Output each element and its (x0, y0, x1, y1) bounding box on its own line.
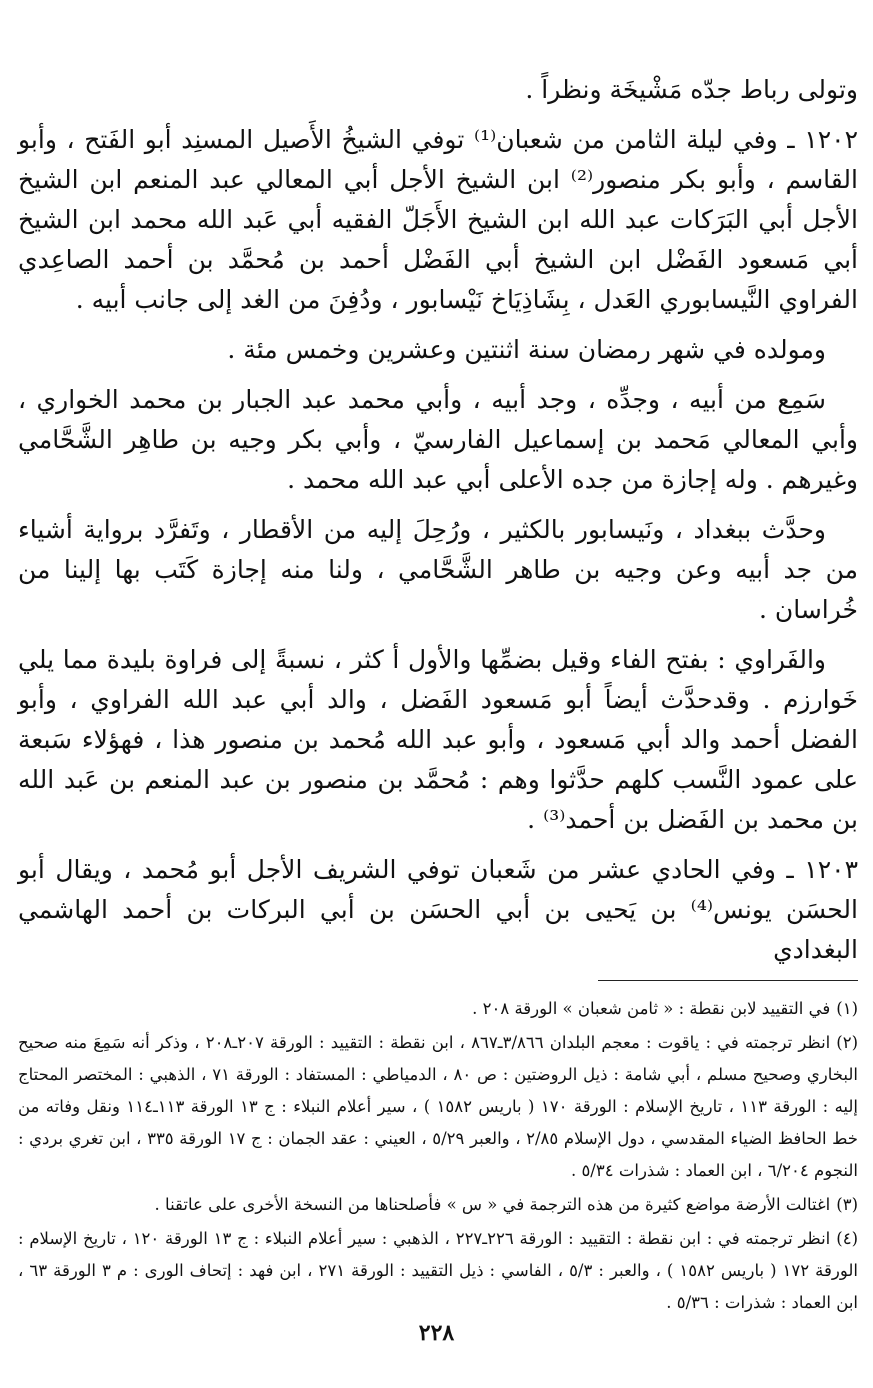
footnote-4 (18, 1223, 858, 1319)
footnote-number: (٤) (836, 1229, 859, 1248)
paragraph-1: وتولى رباط جدّه مَشْيخَة ونظراً . (525, 75, 858, 104)
paragraph-entry-1203: ١٢٠٣ ـ وفي الحادي عشر من شَعبان توفي الشريف الأجل أبو مُحمد ، ويقال أبو الحسَن يونس⁽⁴⁾ بن يَحيى بن أبي الحسَن بن أبي البركات بن أحمد الهاشمي البغدادي (18, 855, 858, 964)
paragraph-heard: سَمِع من أبيه ، وجدِّه ، وجد أبيه ، وأبي محمد عبد الجبار بن محمد الخواري ، وأبي المعالي مَحمد بن إسماعيل الفارسيّ ، وأبي بكر وجيه بن طاهِر الشَّحَّامي وغيرهم . وله إجازة من جده الأعلى أبي عبد الله محمد . (18, 385, 858, 494)
footnote-text: انظر ترجمته في : ياقوت : معجم البلدان ٣/٨٦٦ـ٨٦٧ ، ابن نقطة : التقييد : الورقة ٢٠٧ـ٢٠٨ ، وذكر أنه سَمِعَ منه صحيح البخاري وصحيح مسلم ، أبي شامة : ذيل الروضتين : ص ٨٠ ، الدمياطي : المستفاد : الورقة ٧١ ، الذهبي : المختصر المحتاج إليه : الورقة ١١٣ ، تاريخ الإسلام : الورقة ١٧٠ ( باريس ١٥٨٢ ) ، سير أعلام النبلاء : ج ١٣ الورقة ١١٣ـ١١٤ ونقل وفاته من خط الحافظ الضياء المقدسي ، دول الإسلام ٢/٨٥ ، والعبر ٥/٢٩ ، العيني : عقد الجمان : ج ١٧ الورقة ٣٣٥ ، ابن تغري بردي : النجوم ٦/٢٠٤ ، ابن العماد : شذرات ٥/٣٤ . (18, 1033, 859, 1180)
footnote-number: (٢) (836, 1033, 859, 1052)
page-number: ٢٢٨ (418, 1320, 455, 1346)
footnote-2 (18, 1027, 858, 1187)
footnotes (18, 993, 858, 1319)
footnote-text: انظر ترجمته في : ابن نقطة : التقييد : الورقة ٢٢٦ـ٢٢٧ ، الذهبي : سير أعلام النبلاء : ج ١٣ الورقة ١٢٠ ، تاريخ الإسلام : الورقة ١٧٢ ( باريس ١٥٨٢ ) ، والعبر : ٥/٣ ، الفاسي : ذيل التقييد : الورقة ٢٧١ ، ابن فهد : إتحاف الورى : م ٣ الورقة ٦٣ ، ابن العماد : شذرات : ٥/٣٦ . (18, 1229, 858, 1312)
footnote-3 (18, 1189, 858, 1221)
paragraph-faraawi: والفَراوي : بفتح الفاء وقيل بضمِّها والأول أ كثر ، نسبةً إلى فراوة بليدة مما يلي خَوارزم . وقدحدَّث أيضاً أبو مَسعود الفَضل ، والد أبي عبد الله الفراوي ، وأبو الفضل أحمد والد أبي مَسعود ، وأبو عبد الله مُحمد بن منصور هذا ، فهؤلاء سَبعة على عمود النَّسب كلهم حدَّثوا وهم : مُحمَّد بن منصور بن عبد المنعم بن عَبد الله بن محمد بن الفَضل بن أحمد⁽³⁾ . (18, 645, 858, 834)
footnote-text: اغتالت الأرضة مواضع كثيرة من هذه الترجمة في « س » فأصلحناها من النسخة الأخرى على عاتقنا . (154, 1195, 831, 1214)
footnote-1 (18, 993, 858, 1025)
paragraph-birth: ومولده في شهر رمضان سنة اثنتين وعشرين وخمس مئة . (227, 335, 826, 364)
footnote-separator (598, 980, 858, 981)
page-body (18, 70, 858, 1321)
footnote-number: (١) (836, 999, 858, 1018)
footnote-number: (٣) (836, 1195, 858, 1214)
paragraph-narrated: وحدَّث ببغداد ، ونَيسابور بالكثير ، ورُحِلَ إليه من الأقطار ، وتَفرَّد برواية أشياء من جد أبيه وعن وجيه بن طاهر الشَّحَّامي ، ولنا منه إجازة كَتَب بها إلينا من خُراسان . (18, 515, 858, 624)
footnote-text: في التقييد لابن نقطة : « ثامن شعبان » الورقة ٢٠٨ . (472, 999, 831, 1018)
paragraph-entry-1202: ١٢٠٢ ـ وفي ليلة الثامن من شعبان⁽¹⁾ توفي الشيخُ الأَصيل المسنِد أبو الفَتح ، وأبو القاسم ، وأبو بكر منصور⁽²⁾ ابن الشيخ الأجل أبي المعالي عبد المنعم ابن الشيخ الأجل أبي البَرَكات عبد الله ابن الشيخ الأَجَلّ الفقيه أبي عَبد الله محمد ابن الشيخ أبي مَسعود الفَضْل ابن الشيخ أبي الفَضْل أحمد بن مُحمَّد بن أحمد الصاعِدي الفراوي النَّيسابوري العَدل ، بِشَاذِيَاخ نَيْسابور ، ودُفِنَ من الغد إلى جانب أبيه . (18, 125, 858, 314)
